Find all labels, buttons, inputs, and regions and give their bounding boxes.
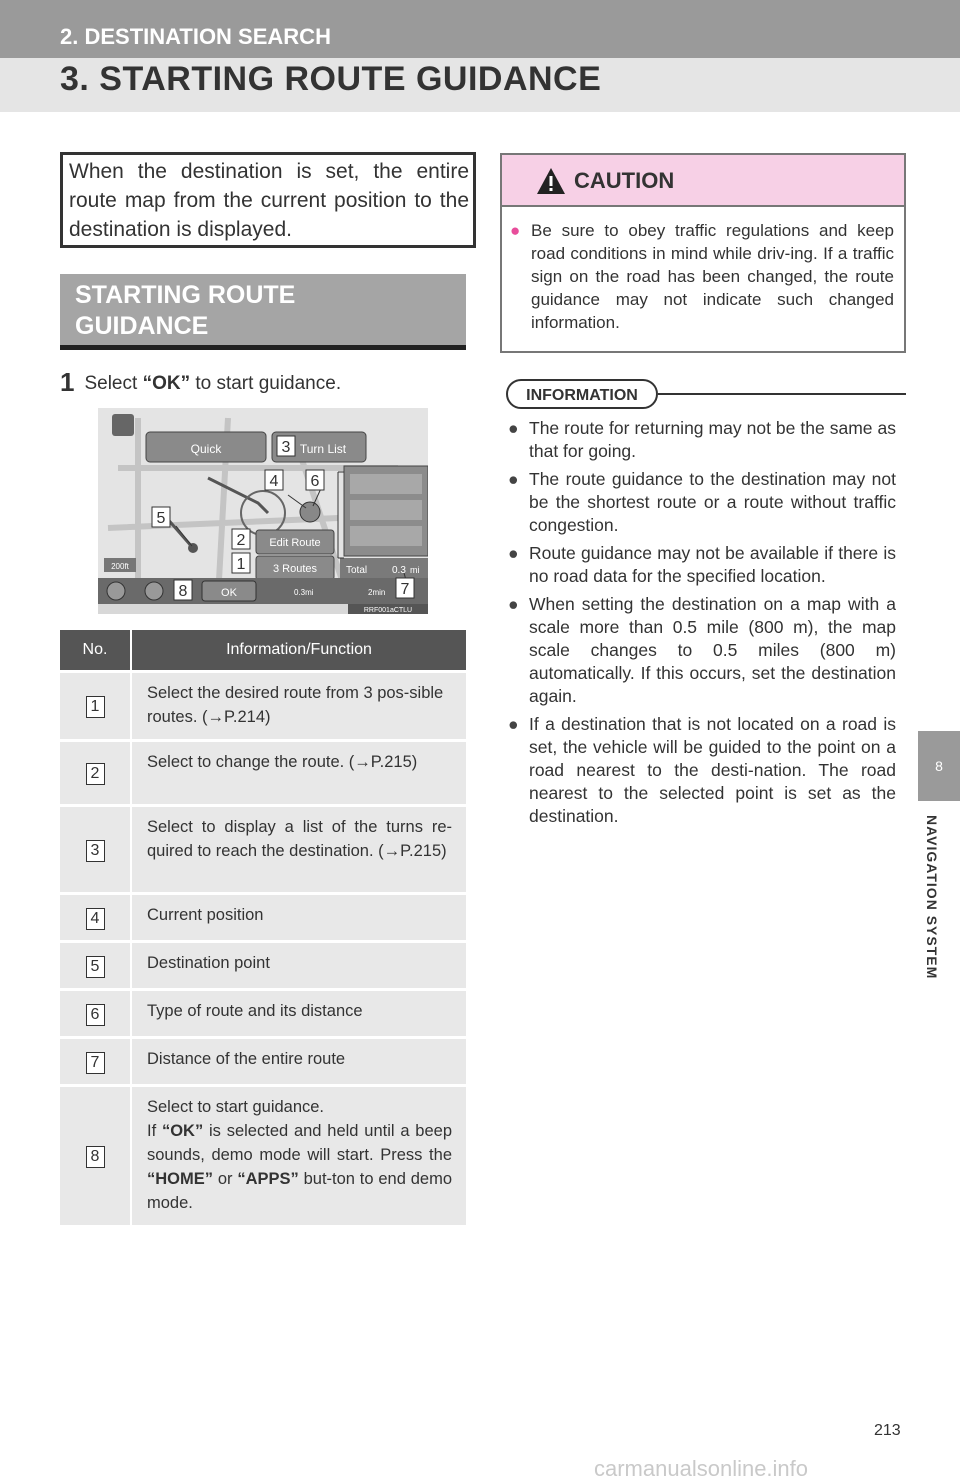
text-fragment: but-ton to end demo mode. (147, 1170, 452, 1212)
row-number: 2 (86, 763, 105, 785)
step-ok-label: “OK” (142, 373, 191, 394)
caution-title: CAUTION (574, 168, 675, 193)
info-table (60, 630, 466, 1225)
table-row (60, 1038, 466, 1086)
current-position-icon (300, 502, 320, 522)
route-type-row (350, 526, 422, 546)
row-number: 3 (86, 840, 105, 862)
table-row (60, 806, 466, 894)
row-text: Select to change the route. (→P.215) (131, 741, 466, 806)
row-number: 5 (86, 956, 105, 978)
row-number: 1 (86, 696, 105, 718)
compass-icon[interactable] (112, 414, 134, 436)
table-row (60, 990, 466, 1038)
route-type-row (350, 474, 422, 494)
section-label: 2. DESTINATION SEARCH (60, 24, 331, 49)
text-fragment: If (147, 1122, 162, 1140)
row-number: 8 (86, 1146, 105, 1168)
subheading-text: STARTING ROUTE GUIDANCE (75, 281, 296, 340)
information-item (508, 713, 896, 828)
row-text: Destination point (131, 942, 466, 990)
row-number: 6 (86, 1004, 105, 1026)
three-routes-label: 3 Routes (272, 563, 318, 575)
bullet-icon: ● (508, 418, 519, 438)
table-row (60, 741, 466, 806)
caution-item (510, 219, 894, 334)
quick-label: Quick (190, 442, 222, 456)
step-text-after: to start guidance. (190, 373, 342, 394)
information-text: When setting the destination on a map with a scale more than 0.5 mile (800 m), the map scale changes to 0.5 miles (800 m) automatically. If this occurs, set the destination again. (529, 594, 896, 706)
page-title: 3. STARTING ROUTE GUIDANCE (60, 60, 602, 98)
row-text-line2 (147, 1119, 452, 1215)
row-text: Select to display a list of the turns re-quired to reach the destination. (→P.215) (131, 806, 466, 894)
home-emphasis: “HOME” (147, 1170, 213, 1188)
destination-icon (188, 543, 198, 553)
total-value: 0.3 (392, 565, 406, 576)
ok-label: OK (221, 587, 237, 599)
information-item (508, 468, 896, 537)
row-text: Select the desired route from 3 pos-sible routes. (→P.214) (131, 672, 466, 741)
text-fragment: is selected and held until a beep sounds, demo mode will start. Press the (147, 1122, 452, 1164)
bottom-time: 2min (368, 588, 386, 597)
scale-label: 200ft (111, 562, 129, 571)
column-header-info: Information/Function (131, 630, 466, 672)
information-item (508, 542, 896, 588)
total-label: Total (346, 565, 368, 576)
information-text: The route guidance to the destination may not be the shortest route or a route without traffic congestion. (529, 469, 896, 535)
information-item (508, 417, 896, 463)
route-type-row (350, 500, 422, 520)
information-item (508, 593, 896, 708)
caution-box (500, 153, 906, 353)
row-text (131, 1086, 466, 1226)
callout-1: 1 (236, 556, 246, 573)
chapter-tab: 8 (918, 731, 960, 801)
callout-5: 5 (156, 510, 166, 527)
turn-list-label: Turn List (299, 442, 347, 456)
column-header-no: No. (60, 630, 131, 672)
bullet-icon: ● (510, 221, 521, 240)
table-row (60, 1086, 466, 1226)
caution-body (502, 207, 904, 334)
bottom-distance: 0.3mi (294, 588, 314, 597)
edit-route-label: Edit Route (269, 537, 321, 549)
image-code: RRF001aCTLU (363, 607, 413, 614)
zoom-in-icon[interactable] (107, 582, 125, 600)
watermark: carmanualsonline.info (594, 1456, 809, 1481)
caution-text: Be sure to obey traffic regulations and keep road conditions in mind while driv-ing. If a traffic sign on the road has been changed, the route guidance may not indicate such changed information. (531, 221, 894, 332)
table-row (60, 942, 466, 990)
callout-6: 6 (310, 473, 320, 490)
ok-emphasis: “OK” (161, 1122, 204, 1140)
callout-3: 3 (281, 439, 291, 456)
callout-7: 7 (400, 581, 410, 598)
callout-4: 4 (269, 473, 279, 490)
zoom-out-icon[interactable] (145, 582, 163, 600)
caution-header (502, 155, 904, 207)
information-rule (658, 393, 906, 395)
table-row (60, 672, 466, 741)
warning-icon (536, 167, 566, 195)
page-number: 213 (874, 1422, 901, 1439)
bullet-icon: ● (508, 543, 519, 563)
information-text: The route for returning may not be the same as that for going. (529, 418, 896, 461)
bullet-icon: ● (508, 714, 519, 734)
text-fragment: or (213, 1170, 238, 1188)
bullet-icon: ● (508, 469, 519, 489)
table-header-row (60, 630, 466, 672)
information-text: If a destination that is not located on a road is set, the vehicle will be guided to the point on a road nearest to the desti-nation. The road nearest to the selected point is set as the destination. (529, 714, 896, 826)
step-text-before: Select (84, 373, 143, 394)
intro-box: When the destination is set, the entire route map from the current position to the destination is displayed. (60, 152, 476, 248)
callout-8: 8 (178, 583, 188, 600)
bullet-icon: ● (508, 594, 519, 614)
table-row (60, 894, 466, 942)
row-text-line1: Select to start guidance. (147, 1098, 325, 1116)
chapter-label: NAVIGATION SYSTEM (924, 815, 940, 980)
row-text: Distance of the entire route (131, 1038, 466, 1086)
row-text: Type of route and its distance (131, 990, 466, 1038)
row-number: 7 (86, 1052, 105, 1074)
callout-2: 2 (236, 532, 246, 549)
row-text: Current position (131, 894, 466, 942)
information-badge: INFORMATION (506, 379, 658, 409)
total-unit: mi (410, 565, 420, 575)
information-text: Route guidance may not be available if there is no road data for the specified location. (529, 543, 896, 586)
step-number: 1 (60, 367, 75, 397)
apps-emphasis: “APPS” (237, 1170, 299, 1188)
information-list (508, 417, 896, 833)
route-screen-illustration (98, 408, 428, 614)
step-1 (60, 367, 341, 398)
subheading-box (60, 274, 466, 350)
row-number: 4 (86, 908, 105, 930)
